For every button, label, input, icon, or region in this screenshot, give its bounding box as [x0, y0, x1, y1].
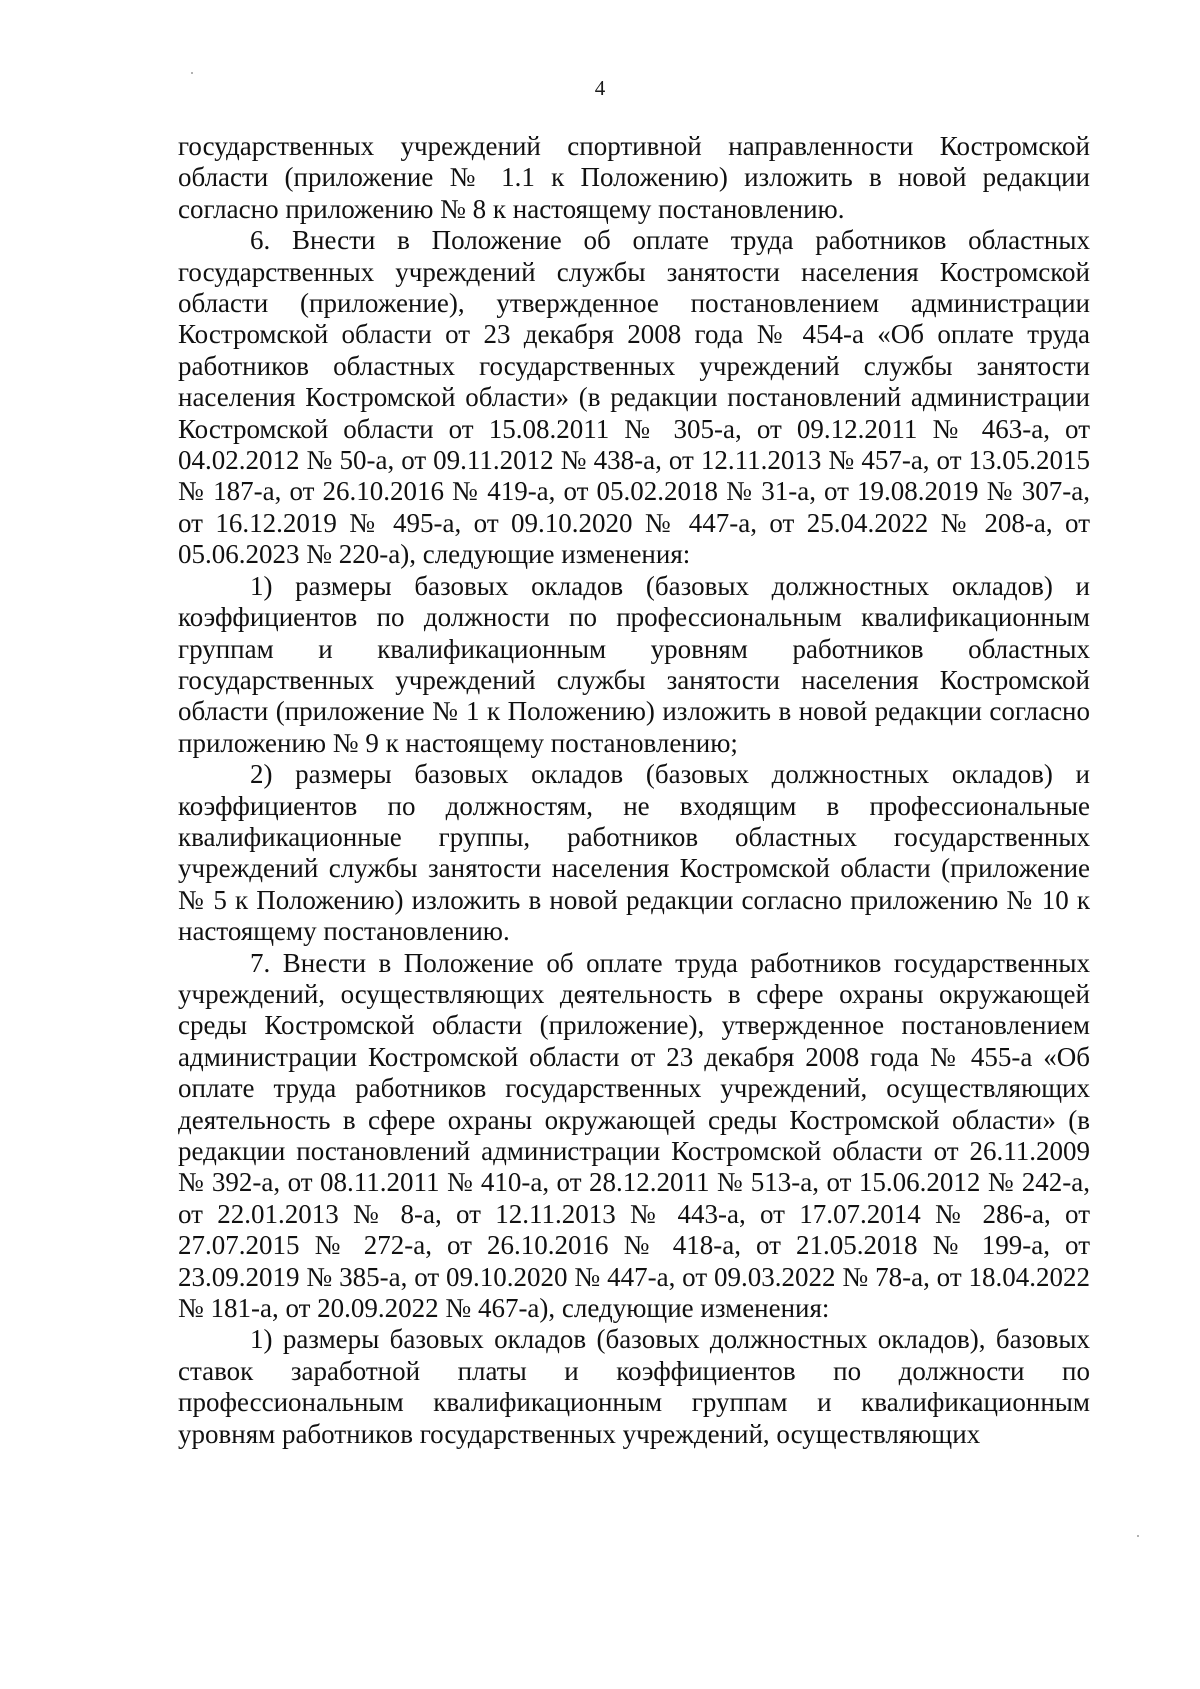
- paragraph-item-6-1: 1) размеры базовых окладов (базовых должностных окладов) и коэффициентов по должности по профессиональным квалификационным группам и квалификационным уровням работников областных государственных учреждений службы занятости населения Костромской области (приложение № 1 к Положению) изложить в новой редакции согласно приложению № 9 к настоящему постановлению;: [178, 570, 1090, 758]
- paragraph-item-7-1: 1) размеры базовых окладов (базовых должностных окладов), базовых ставок заработной платы и коэффициентов по должности по профессиональным квалификационным группам и квалификационным уровням работников государственных учреждений, осуществляющих: [178, 1324, 1090, 1449]
- paragraph-item-6-2: 2) размеры базовых окладов (базовых должностных окладов) и коэффициентов по должностям, не входящим в профессиональные квалификационные группы, работников областных государственных учреждений службы занятости населения Костромской области (приложение № 5 к Положению) изложить в новой редакции согласно приложению № 10 к настоящему постановлению.: [178, 759, 1090, 947]
- paragraph-item-6: 6. Внести в Положение об оплате труда работников областных государственных учреждений службы занятости населения Костромской области (приложение), утвержденное постановлением администрации Костромской области от 23 декабря 2008 года № 454-а «Об оплате труда работников областных государственных учреждений службы занятости населения Костромской области» (в редакции постановлений администрации Костромской области от 15.08.2011 № 305-а, от 09.12.2011 № 463-а, от 04.02.2012 № 50-а, от 09.11.2012 № 438-а, от 12.11.2013 № 457-а, от 13.05.2015 № 187-а, от 26.10.2016 № 419-а, от 05.02.2018 № 31-а, от 19.08.2019 № 307-а, от 16.12.2019 № 495-а, от 09.10.2020 № 447-а, от 25.04.2022 № 208-а, от 05.06.2023 № 220-а), следующие изменения:: [178, 225, 1090, 570]
- document-body: [178, 131, 1090, 1450]
- paragraph-item-7: 7. Внести в Положение об оплате труда работников государственных учреждений, осуществляющих деятельность в сфере охраны окружающей среды Костромской области (приложение), утвержденное постановлением администрации Костромской области от 23 декабря 2008 года № 455-а «Об оплате труда работников государственных учреждений, осуществляющих деятельность в сфере охраны окружающей среды Костромской области» (в редакции постановлений администрации Костромской области от 26.11.2009 № 392-а, от 08.11.2011 № 410-а, от 28.12.2011 № 513-а, от 15.06.2012 № 242-а, от 22.01.2013 № 8-а, от 12.11.2013 № 443-а, от 17.07.2014 № 286-а, от 27.07.2015 № 272-а, от 26.10.2016 № 418-а, от 21.05.2018 № 199-а, от 23.09.2019 № 385-а, от 09.10.2020 № 447-а, от 09.03.2022 № 78-а, от 18.04.2022 № 181-а, от 20.09.2022 № 467-а), следующие изменения:: [178, 947, 1090, 1324]
- paragraph-continuation: государственных учреждений спортивной направленности Костромской области (приложение № 1.1 к Положению) изложить в новой редакции согласно приложению № 8 к настоящему постановлению.: [178, 131, 1090, 224]
- page-number: 4: [594, 76, 606, 100]
- scan-speck: [1137, 1535, 1139, 1537]
- scan-speck: [191, 72, 193, 74]
